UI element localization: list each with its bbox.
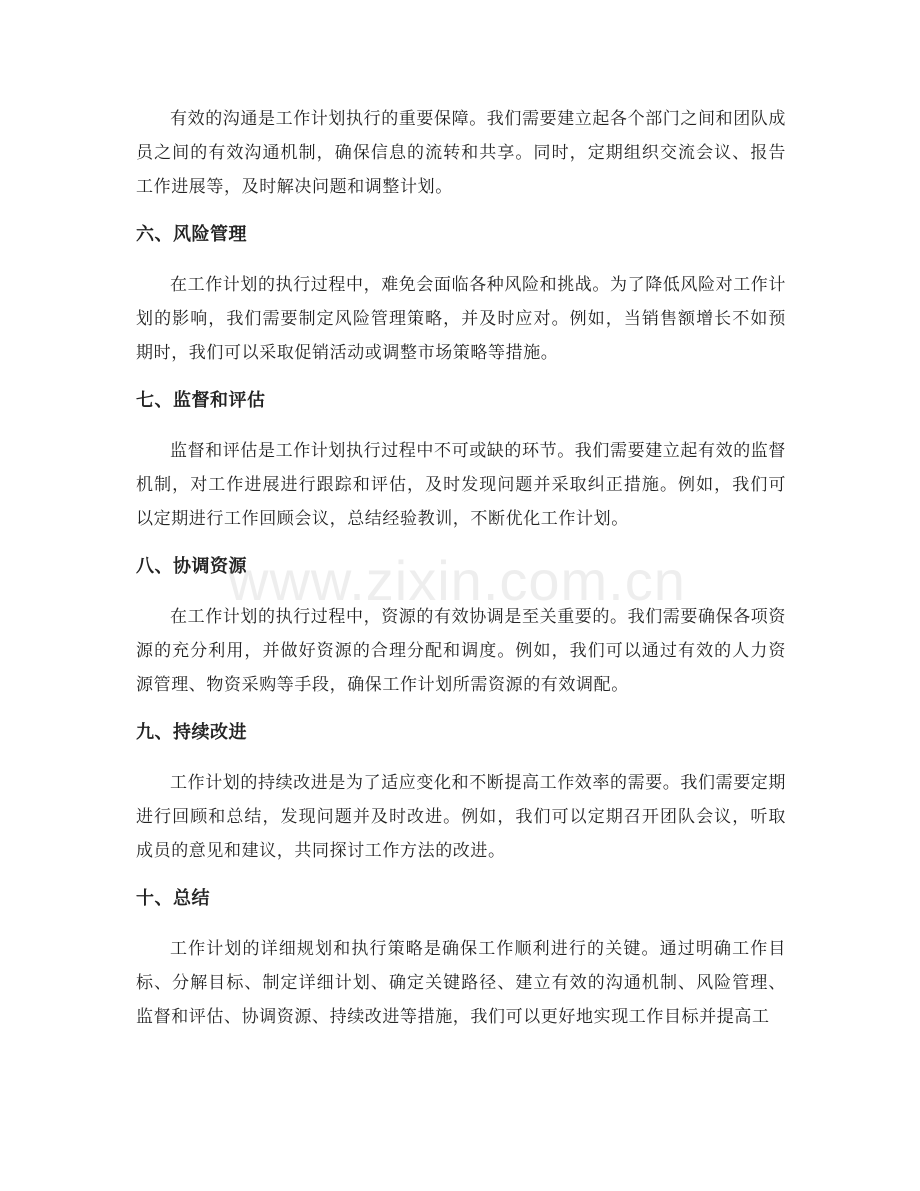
heading-risk-management: 六、风险管理	[136, 224, 247, 245]
watermark-text: www.zixin.com.cn	[228, 549, 686, 612]
document-body	[136, 102, 786, 1050]
heading-coordinate-resources: 八、协调资源	[136, 556, 247, 577]
paragraph-risk-management: 在工作计划的执行过程中，难免会面临各种风险和挑战。为了降低风险对工作计划的影响，我们需要制定风险管理策略，并及时应对。例如，当销售额增长不如预期时，我们可以采取促销活动或调整市场策略等措施。	[136, 275, 786, 363]
heading-supervision-evaluation: 七、监督和评估	[136, 390, 266, 411]
paragraph-continuous-improvement: 工作计划的持续改进是为了适应变化和不断提高工作效率的需要。我们需要定期进行回顾和总结，发现问题并及时改进。例如，我们可以定期召开团队会议，听取成员的意见和建议，共同探讨工作方法的改进。	[136, 773, 786, 861]
paragraph-coordinate-resources: 在工作计划的执行过程中，资源的有效协调是至关重要的。我们需要确保各项资源的充分利用，并做好资源的合理分配和调度。例如，我们可以通过有效的人力资源管理、物资采购等手段，确保工作计划所需资源的有效调配。	[136, 607, 786, 695]
heading-summary: 十、总结	[136, 888, 210, 909]
heading-continuous-improvement: 九、持续改进	[136, 722, 247, 743]
paragraph-communication: 有效的沟通是工作计划执行的重要保障。我们需要建立起各个部门之间和团队成员之间的有效沟通机制，确保信息的流转和共享。同时，定期组织交流会议、报告工作进展等，及时解决问题和调整计划。	[136, 109, 786, 197]
paragraph-summary: 工作计划的详细规划和执行策略是确保工作顺利进行的关键。通过明确工作目标、分解目标、制定详细计划、确定关键路径、建立有效的沟通机制、风险管理、监督和评估、协调资源、持续改进等措施，我们可以更好地实现工作目标并提高工	[136, 939, 786, 1027]
paragraph-supervision-evaluation: 监督和评估是工作计划执行过程中不可或缺的环节。我们需要建立起有效的监督机制，对工作进展进行跟踪和评估，及时发现问题并采取纠正措施。例如，我们可以定期进行工作回顾会议，总结经验教训，不断优化工作计划。	[136, 441, 786, 529]
